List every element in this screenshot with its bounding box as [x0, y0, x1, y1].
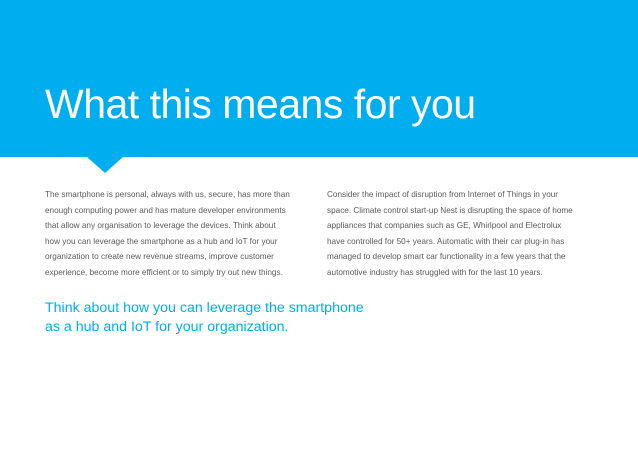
body-line: space. Climate control start-up Nest is disrupting the space of home [327, 205, 573, 215]
body-line: automotive industry has struggled with for the last 10 years. [327, 267, 543, 277]
banner-pointer-triangle [87, 157, 123, 173]
body-line: The smartphone is personal, always with us, secure, has more than [45, 190, 290, 199]
left-body-column [45, 187, 315, 281]
pull-quote [45, 299, 364, 337]
body-line: managed to develop smart car functionality in a few years that the [327, 252, 566, 262]
body-line: experience, become more efficient or to simply try out new things. [45, 267, 283, 277]
page-title: What this means for you [45, 81, 476, 127]
body-line: Consider the impact of disruption from Internet of Things in your [327, 190, 559, 199]
pull-quote-line: Think about how you can leverage the smartphone [45, 300, 364, 316]
pull-quote-line: as a hub and IoT for your organization. [45, 319, 289, 335]
body-line: have controlled for 50+ years. Automatic with their car plug-in has [327, 236, 565, 246]
body-line: appliances that companies such as GE, Whirlpool and Electrolux [327, 221, 562, 231]
right-body-column [327, 187, 607, 281]
header-banner [0, 0, 638, 157]
body-line: enough computing power and has mature developer environments [45, 205, 286, 215]
body-line: organization to create new revenue streams, improve customer [45, 252, 274, 262]
body-line: that allow any organisation to leverage the devices. Think about [45, 221, 276, 231]
body-line: how you can leverage the smartphone as a hub and IoT for your [45, 236, 278, 246]
